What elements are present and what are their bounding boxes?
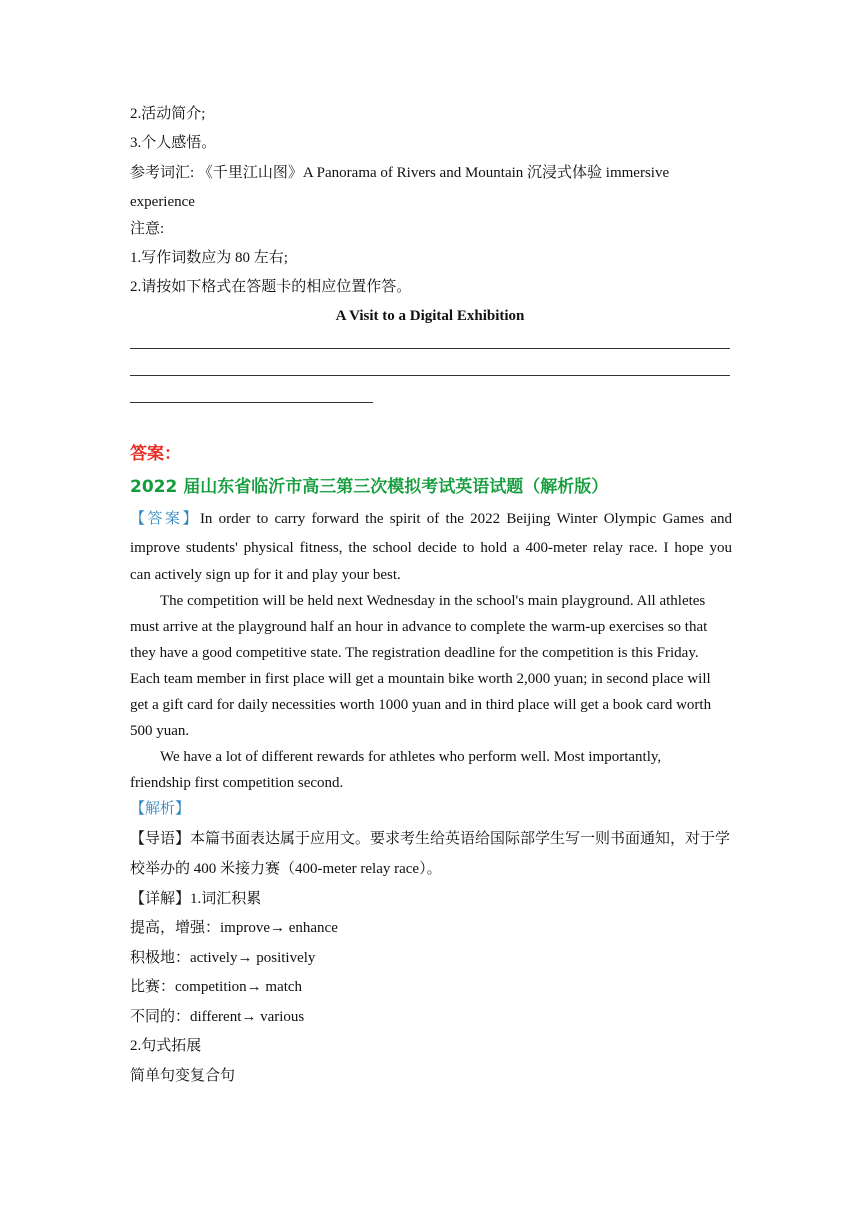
reference-vocab-line-1: 参考词汇: 《千里江山图》A Panorama of Rivers and Mountain 沉浸式体验 immersive xyxy=(130,165,670,181)
answer-paragraph-2-line-6: 500 yuan. xyxy=(130,723,190,739)
exam-title: 2022 届山东省临沂市高三第三次模拟考试英语试题（解析版） xyxy=(130,477,609,497)
essay-title: A Visit to a Digital Exhibition xyxy=(335,308,525,324)
vocab-item-1: 提高，增强：improve→ enhance xyxy=(130,920,338,936)
answer-paragraph-2-line-2: must arrive at the playground half an hour in advance to complete the warm-up exercises so that xyxy=(130,619,708,635)
answer-paragraph-1-line-2: improve students' physical fitness, the school decide to hold a 400-meter relay race. I hope you xyxy=(130,540,732,556)
answer-paragraph-1-line-3: can actively sign up for it and play your best. xyxy=(130,567,401,583)
answer-paragraph-2-line-4: Each team member in first place will get a mountain bike worth 2,000 yuan; in second place will xyxy=(130,671,711,687)
reference-vocab-line-2: experience xyxy=(130,194,195,210)
sentence-heading: 2.句式拓展 xyxy=(130,1038,202,1054)
vocab-item-3: 比赛：competition→ match xyxy=(130,979,303,995)
outline-item-3: 3.个人感悟。 xyxy=(130,135,217,151)
answer-paragraph-2-line-3: they have a good competitive state. The registration deadline for the competition is this Friday. xyxy=(130,645,699,661)
guide-line-2: 校举办的 400 米接力赛（400-meter relay race）。 xyxy=(130,861,442,877)
vocab-item-4: 不同的：different→ various xyxy=(130,1009,305,1025)
answer-paragraph-2-line-1: The competition will be held next Wednesday in the school's main playground. All athletes xyxy=(160,593,706,609)
sentence-subheading: 简单句变复合句 xyxy=(130,1068,236,1084)
answer-paragraph-3-line-1: We have a lot of different rewards for athletes who perform well. Most importantly, xyxy=(160,749,662,765)
answer-label: 答案： xyxy=(130,444,181,464)
answer-paragraph-2-line-5: get a gift card for daily necessities worth 1000 yuan and in third place will get a book card worth xyxy=(130,697,712,713)
answer-tag: 【答案】 xyxy=(130,511,200,527)
outline-item-2: 2.活动简介; xyxy=(130,106,206,122)
note-item-2: 2.请按如下格式在答题卡的相应位置作答。 xyxy=(130,279,412,295)
answer-line-2 xyxy=(130,375,730,376)
answer-paragraph-1-line-1: 【答案】In order to carry forward the spirit of the 2022 Beijing Winter Olympic Games and xyxy=(130,511,732,527)
guide-line-1: 【导语】本篇书面表达属于应用文。要求考生给英语给国际部学生写一则书面通知，对于学 xyxy=(130,831,731,847)
answer-line-3 xyxy=(130,402,373,403)
vocab-item-2: 积极地：actively→ positively xyxy=(130,950,316,966)
answer-paragraph-3-line-2: friendship first competition second. xyxy=(130,775,344,791)
note-title: 注意: xyxy=(130,221,165,237)
note-item-1: 1.写作词数应为 80 左右; xyxy=(130,250,288,266)
analysis-tag: 【解析】 xyxy=(130,801,191,817)
detail-heading: 【详解】1.词汇积累 xyxy=(130,891,262,907)
answer-line-1 xyxy=(130,348,730,349)
